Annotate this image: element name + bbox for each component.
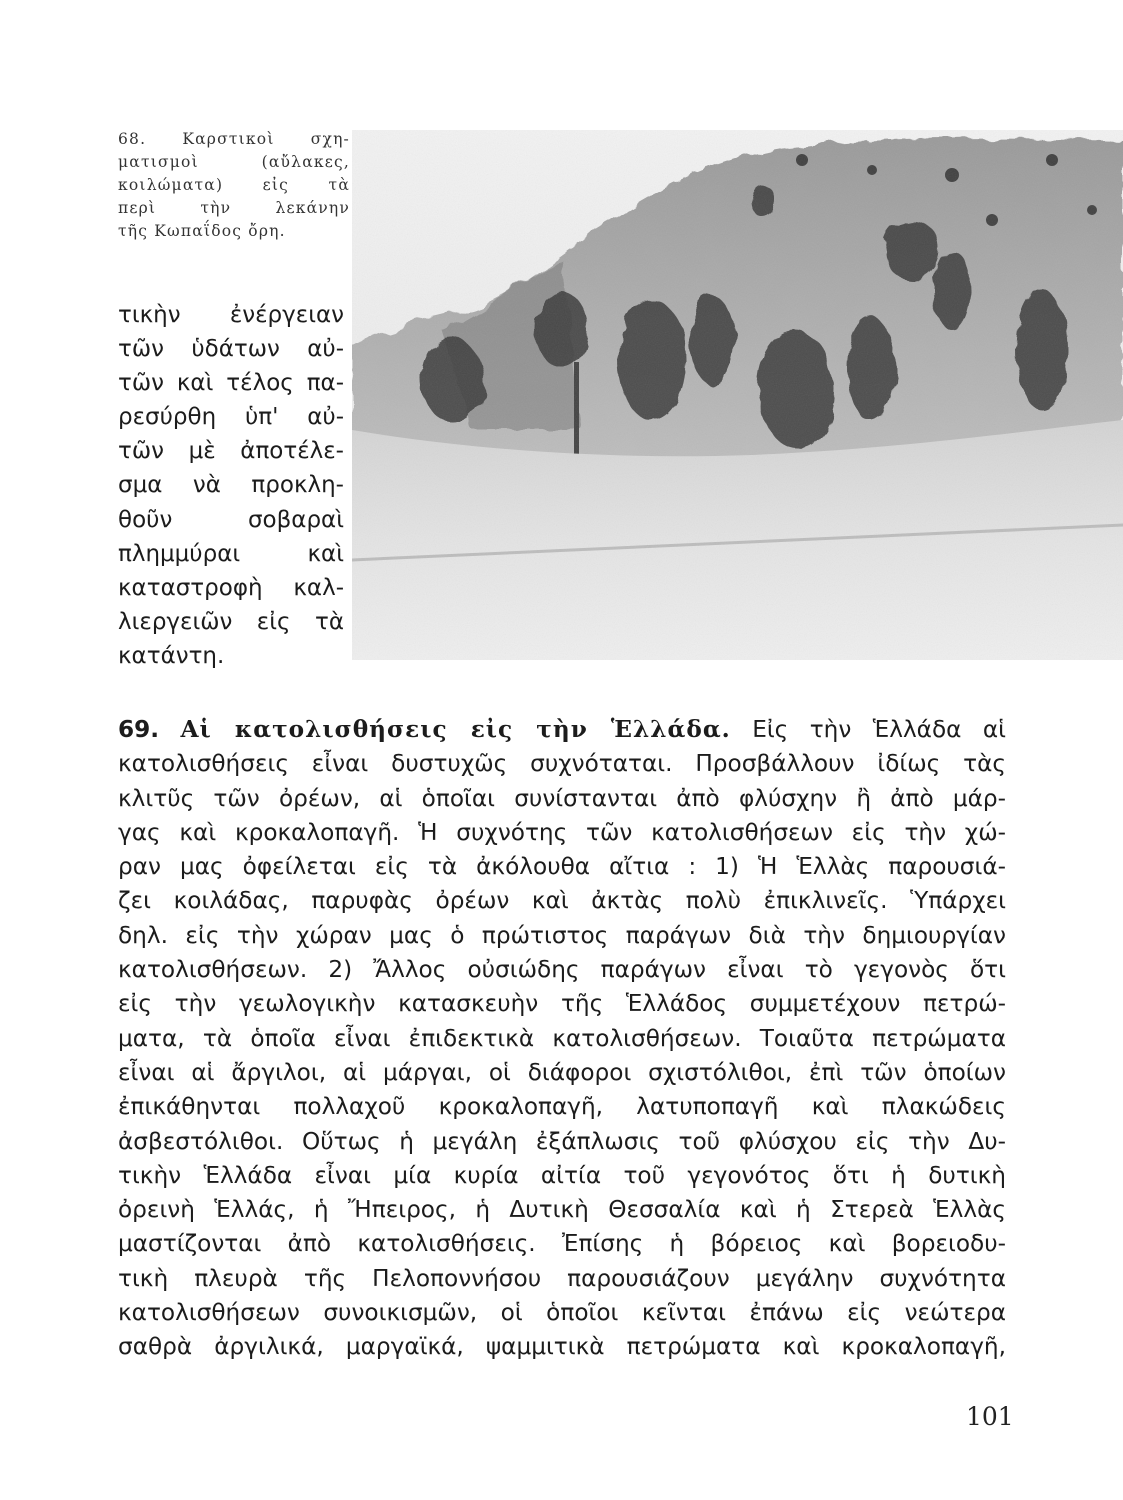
section-title: Αἱ κατολισθήσεις εἰς τὴν Ἑλλάδα. (180, 716, 731, 743)
text-line: ζει κοιλάδας, παρυφὰς ὀρέων καὶ ἀκτὰς πολὺ ἐπικλινεῖς. Ὑπάρχει (118, 887, 1006, 915)
text-line: καταστροφὴ καλ- (118, 574, 344, 601)
karst-landscape-photo (352, 130, 1123, 660)
section-69 (118, 713, 1006, 1365)
text-line: λιεργειῶν εἰς τὰ (118, 608, 344, 635)
text-line: ὀρεινὴ Ἑλλάς, ἡ Ἤπειρος, ἡ Δυτικὴ Θεσσαλία καὶ ἡ Στερεὰ Ἑλλὰς (118, 1196, 1006, 1224)
text-line: ἀσβεστόλιθοι. Οὕτως ἡ μεγάλη ἐξάπλωσις τοῦ φλύσχου εἰς τὴν Δυ- (118, 1127, 1006, 1155)
figure-caption (118, 128, 350, 243)
text-line: κατολισθήσεις εἶναι δυστυχῶς συχνόταται. Προσβάλλουν ἰδίως τὰς (118, 750, 1006, 778)
section-heading-line (118, 713, 1006, 747)
film-grain (352, 130, 1123, 660)
page-number: 101 (966, 1402, 1014, 1431)
text-line: θοῦν σοβαραὶ (118, 506, 344, 533)
caption-line: περὶ τὴν λεκάνην (118, 199, 350, 217)
text-line: εἶναι αἱ ἄργιλοι, αἱ μάργαι, οἱ διάφοροι σχιστόλιθοι, ἐπὶ τῶν ὁποίων (118, 1058, 1006, 1086)
caption-line: 68. Καρστικοὶ σχη- (118, 130, 350, 148)
text-line: πλημμύραι καὶ (118, 540, 344, 567)
heading-line-text: Εἰς τὴν Ἑλλάδα αἱ (752, 716, 1006, 743)
text-line: σαθρὰ ἀργιλικά, μαργαϊκά, ψαμμιτικὰ πετρώματα καὶ κροκαλοπαγῆ, (118, 1333, 1006, 1361)
text-line: τῶν μὲ ἀποτέλε- (118, 438, 344, 465)
text-line: ραν μας ὀφείλεται εἰς τὰ ἀκόλουθα αἴτια : 1) Ἡ Ἑλλὰς παρουσιά- (118, 853, 1006, 881)
text-line: ρεσύρθη ὑπ' αὐ- (118, 404, 344, 431)
text-line: κατάντη. (118, 642, 225, 669)
text-line: δηλ. εἰς τὴν χώραν μας ὁ πρώτιστος παράγων διὰ τὴν δημιουργίαν (118, 921, 1006, 949)
text-line: τῶν καὶ τέλος πα- (118, 370, 344, 397)
text-line: μαστίζονται ἀπὸ κατολισθήσεις. Ἐπίσης ἡ βόρειος καὶ βορειοδυ- (118, 1230, 1006, 1258)
caption-line: ματισμοὶ (αὔλακες, (118, 153, 350, 171)
section-number: 69. (118, 716, 160, 743)
text-line: σμα νὰ προκλη- (118, 472, 344, 499)
side-paragraph (118, 298, 344, 673)
text-line: ἐπικάθηνται πολλαχοῦ κροκαλοπαγῆ, λατυποπαγῆ καὶ πλακώδεις (118, 1093, 1006, 1121)
text-line: γας καὶ κροκαλοπαγῆ. Ἡ συχνότης τῶν κατολισθήσεων εἰς τὴν χώ- (118, 818, 1006, 846)
caption-line: κοιλώματα) εἰς τὰ (118, 176, 350, 194)
text-line: τικὴν ἐνέργειαν (118, 302, 344, 328)
text-line: κλιτῦς τῶν ὀρέων, αἱ ὁποῖαι συνίστανται ἀπὸ φλύσχην ἢ ἀπὸ μάρ- (118, 784, 1006, 812)
text-line: τικὴ πλευρὰ τῆς Πελοποννήσου παρουσιάζουν μεγάλην συχνότητα (118, 1264, 1006, 1292)
text-line: κατολισθήσεων. 2) Ἄλλος οὐσιώδης παράγων εἶναι τὸ γεγονὸς ὅτι (118, 956, 1006, 984)
photo-illustration (352, 130, 1123, 660)
text-line: τικὴν Ἑλλάδα εἶναι μία κυρία αἰτία τοῦ γεγονότος ὅτι ἡ δυτικὴ (118, 1161, 1006, 1189)
text-line: εἰς τὴν γεωλογικὴν κατασκευὴν τῆς Ἑλλάδος συμμετέχουν πετρώ- (118, 990, 1006, 1018)
text-line: τῶν ὑδάτων αὐ- (118, 336, 344, 363)
caption-line: τῆς Κωπαΐδος ὄρη. (118, 222, 286, 240)
text-line: κατολισθήσεων συνοικισμῶν, οἱ ὁποῖοι κεῖνται ἐπάνω εἰς νεώτερα (118, 1299, 1006, 1327)
text-line: ματα, τὰ ὁποῖα εἶναι ἐπιδεκτικὰ κατολισθήσεων. Τοιαῦτα πετρώματα (118, 1024, 1006, 1052)
